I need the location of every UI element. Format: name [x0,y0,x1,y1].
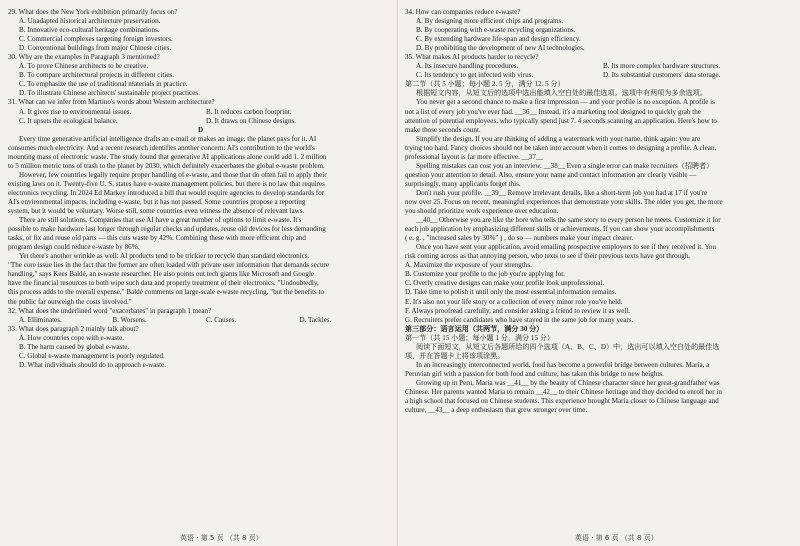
q32-option-d: D. Tackles. [299,315,332,324]
passage-d-line: this process adds to the overall expense," Baldé comments on large-scale e-waste recycling, "but the benefits to [8,288,325,297]
q35-options-row2 [405,71,790,80]
passage-d-line: system, but it would be voluntary. Worse still, some countries even witness the absence of relevant laws. [8,207,305,216]
passage-d-line: electronics recycling. In 2024 Ed Markey introduced a bill that would require agencies to develop standards for [8,188,325,197]
q35-stem: 35. What makes AI products harder to recycle? [405,53,539,62]
page-fold [397,0,398,546]
part-3-instructions-line1: 阅读下面短文，从短文后各题所给的四个选项（A、B、C、D）中，选出可以填入空白处的最佳选 [416,342,720,351]
profile-passage-line: Don't rush your profile. __39__ Remove irrelevant details, like a short-term job you had at 17 if you're [416,188,708,197]
page-footer-right: 英语 · 第 6 页 （共 8 页） [575,534,658,542]
passage-d-line: There are still solutions. Companies that use AI have a great number of options to limit e-waste. It's [19,216,302,225]
part-3-section-1: 第一节（共 15 小题；每小题 1 分，满分 15 分） [405,333,554,342]
cloze-line: Growing up in Peru, Maria was __41__ by the beauty of Chinese character since her great-grandfather was [416,378,720,387]
passage-d-line: However, few countries legally require proper handling of e-waste, and those that do often fail to apply their [19,170,327,179]
q33-stem: 33. What does paragraph 2 mainly talk about? [8,324,139,333]
profile-passage-line: Spelling mistakes can cost you an interview. __38__ Even a single error can make recruiters（招聘者） [416,161,714,170]
q32-option-a: A. Elliminates. [19,315,62,324]
profile-passage-line: You never get a second chance to make a first impression — and your profile is no exception. A profile is [416,98,715,107]
q35-option-b: B. Its more complex hardware structures. [603,62,721,71]
profile-passage-line: Once you have sent your application, avoid emailing prospective employers to see if they received it. You [416,243,717,252]
q31-option-c: C. It upsets the ecological balance. [19,116,118,125]
q35-options-row1 [405,62,790,71]
choice-f: F. Always proofread carefully, and consider asking a friend to review it as well. [405,306,631,315]
passage-d-line: tasks, or fix and reuse old parts — this cuts waste by 42%. Combining these with more efficient chip and [8,234,306,243]
q29-option-a: A. Unadapted historical architecture preservation. [19,17,161,26]
q32-option-c: C. Causes. [206,315,237,324]
section-d-heading: D [197,125,204,134]
q30-option-c: C. To emphasize the use of traditional materials in practice. [19,80,188,89]
q31-stem: 31. What can we infer from Martino's words about Western architecture? [8,98,215,107]
q29-option-c: C. Commercial complexes targeting foreign investors. [19,35,173,44]
q29-stem: 29. What does the New York exhibition primarily focus on? [8,8,178,16]
left-column [8,8,393,370]
profile-passage-line: risk coming across as that annoying person, who texts to see if their previous texts have got through. [405,252,691,261]
q30-option-b: B. To compare architectural projects in different cities. [19,71,175,80]
q33-option-c: C. Global e-waste management is poorly regulated. [19,351,165,360]
passage-d-line: to 5 million metric tons of trash to the planet by 2030, which definitely exacerbates the global e-waste problem. [8,161,325,170]
profile-passage-line: __40__ Otherwise you are like the bore who tells the same story to every person he meets. Customize it for [416,216,721,225]
passage-d-line: Yet there's another wrinkle as well: AI products tend to be trickier to recycle than standard electronics. [19,252,310,261]
choice-a: A. Maximize the exposure of your strengths. [405,261,532,270]
q31-option-b: B. It reduces carbon footprint. [206,107,292,116]
section-2-instructions: 根据短文内容，从短文后的选项中选出能填入空白处的最佳选项。选项中有两项为多余选项。 [416,89,707,98]
page-footer-left: 英语 · 第 5 页 （共 8 页） [180,534,263,542]
q29-option-b: B. Innovative eco-cultural heritage combinations. [19,26,160,35]
passage-d-line: existing laws on it. Twenty-five U. S. states have e-waste management policies, but there is no law that requires [8,179,325,188]
q32-option-b: B. Worsens. [112,315,147,324]
q31-option-d: D. It draws on Chinese designs. [206,116,297,125]
part-3-instructions-line2: 项，并在答题卡上将该项涂黑。 [405,351,505,360]
choice-g: G. Recruiters prefer candidates who have stayed in the same job for many years. [405,315,634,324]
q33-option-d: D. What individuals should do to approach e-waste. [19,360,167,369]
passage-d-line: mounting mass of electronic waste. The study found that generative AI applications alone could add 1. 2 million [8,152,327,161]
q34-stem: 34. How can companies reduce e-waste? [405,8,521,16]
profile-passage-line: surprisingly, many applicants forget this. [405,179,521,188]
passage-d-line: have the financial resources to both wipe such data and properly treatment of their electronics. "Undoubtedly, [8,279,319,288]
cloze-line: Peruvian girl with a passion for both food and culture, has taken this bridge to new heights. [405,369,664,378]
choice-e: E. It's also not your life story or a collection of every minor role you've held. [405,297,623,306]
q31-options-row2 [8,117,393,126]
q33-option-b: B. The harm caused by global e-waste. [19,342,130,351]
choice-b: B. Customize your profile to the job you're applying for. [405,270,565,279]
q30-option-d: D. To illustrate Chinese architects' sustainable project practices. [19,89,200,98]
q31-option-a: A. It gives rise to environmental issues. [19,107,132,116]
profile-passage-line: you should prioritize work experience over education. [405,207,559,216]
q35-option-c: C. Its tendency to get infected with virus. [416,71,534,80]
choice-d: D. Take time to polish it until only the most essential information remains. [405,288,617,297]
q34-option-b: B. By cooperating with e-waste recycling organizations. [416,26,576,35]
profile-passage-line: now over 25. Focus on recent, meaningful experiences that demonstrate your skills. The older you get, the more [405,197,723,206]
part-3-title: 第三部分：语言运用（共两节，满分 30 分） [405,324,544,333]
q34-option-a: A. By designing more efficient chips and programs. [416,17,564,26]
cloze-line: Chinese. Her parents wanted Maria to remain __42__ to their Chinese heritage and they decided to enroll her in [405,387,722,396]
q30-option-a: A. To prove Chinese architects to be creative. [19,62,149,71]
cloze-line: In an increasingly interconnected world, food has become a powerful bridge between cultures. Maria, a [416,360,710,369]
passage-d-line: the public far outweigh the costs involved." [8,297,132,306]
q35-option-a: A. Its insecure handling procedures. [416,62,519,71]
passage-d-line: consumes much electricity. And a recent research identifies another concern: AI's contribution to the world's [8,143,315,152]
q34-option-d: D. By prohibiting the development of new AI technologies. [416,44,585,53]
profile-passage-line: not a list of every job you've ever had. __36__ Instead, it's a marketing tool designed to quickly grab the [405,107,701,116]
passage-d-line: program design could reduce e-waste by 86%. [8,243,140,252]
cloze-line: a high school that focused on Chinese students. This experience brought Maria closer to Chinese language and [405,397,719,406]
q31-options-row1 [8,108,393,117]
q34-option-c: C. By extending hardware life-span and design efficiency. [416,35,581,44]
cloze-line: culture, __43__ a deep enthusiasm that grew stronger over time. [405,406,588,415]
passage-d-line: possible to make hardware last longer through regular checks and updates, reuse old devices for less demanding [8,225,326,234]
profile-passage-line: trying too hard. Fancy choices should not be taken into account when it comes to designing a profile. A clean, [405,143,717,152]
q32-options [8,316,393,325]
profile-passage-line: ( e. g. , "increased sales by 30%" ) , do so — numbers make your impact clearer. [405,234,634,243]
profile-passage-line: attention of potential employees, who typically spend just 7. 4 seconds scanning an application. Here's how to [405,116,717,125]
profile-passage-line: make those seconds count. [405,125,481,134]
profile-passage-line: professional layout is far more effective. __37__ [405,152,543,161]
choice-c: C. Overly creative designs can make your profile look unprofessional. [405,279,605,288]
q35-option-d: D. Its substantial customers' data storage. [603,71,721,80]
q33-option-a: A. How countries cope with e-waste. [19,333,124,342]
q32-stem: 32. What does the underlined word "exacerbates" in paragraph 1 mean? [8,306,212,315]
profile-passage-line: Simplify the design. If you are thinking of adding a watermark with your name, think again: you are [416,134,701,143]
passage-d-line: handling," says Kees Baldé, an e-waste researcher. He also points out tech giants like Microsoft and Google [8,270,315,279]
passage-d-line: AI's environmental impacts, including e-waste, but it has not passed. Some countries propose a reporting [8,197,306,206]
profile-passage-line: question your attention to detail. Also, ensure your name and contact information are clearly visible — [405,170,697,179]
section-2-title: 第二节（共 5 小题；每小题 2. 5 分，满分 12. 5 分） [405,80,565,89]
passage-d-line: Every time generative artificial intelligence drafts an e-mail or makes an image, the planet pays for it. AI [19,134,317,143]
right-column [405,8,790,415]
q29-option-d: D. Conventional buildings from major Chinese cities. [19,44,172,53]
profile-passage-line: each job application by emphasizing different skills or achievements. If you can show your accomplishments [405,225,715,234]
passage-d-line: "The core issue lies in the fact that the former are often loaded with private user information that demands secure [8,261,330,270]
q30-stem: 30. Why are the examples in Paragraph 3 mentioned? [8,53,160,62]
